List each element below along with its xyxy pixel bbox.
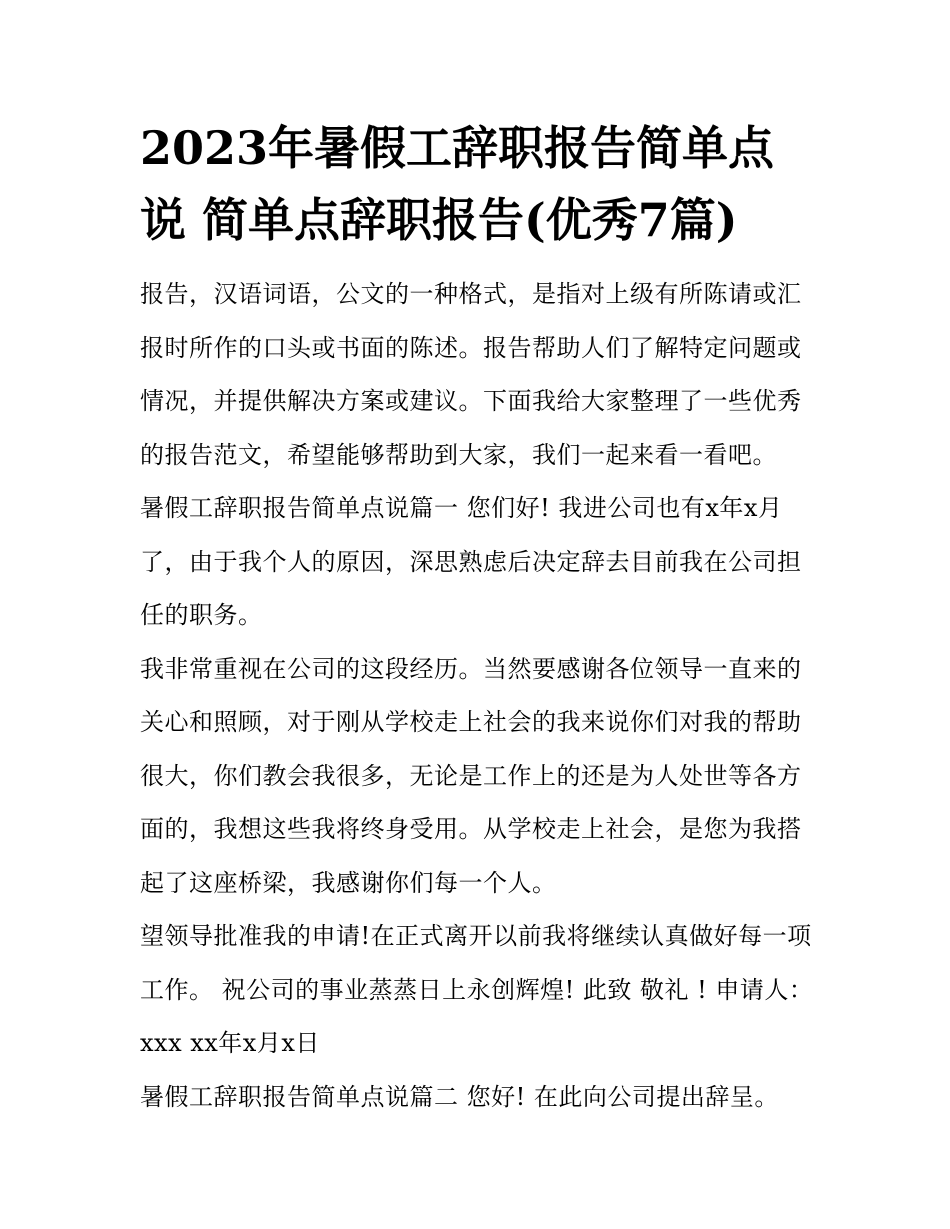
paragraph-chapter-one-opening: 暑假工辞职报告简单点说篇一 您们好! 我进公司也有x年x月了，由于我个人的原因，深思熟虑后决定辞去目前我在公司担任的职务。 <box>140 494 802 629</box>
document-body <box>140 268 816 1124</box>
paragraph-intro: 报告，汉语词语，公文的一种格式，是指对上级有所陈请或汇报时所作的口头或书面的陈述。报告帮助人们了解特定问题或情况，并提供解决方案或建议。下面我给大家整理了一些优秀的报告范文，希望能够帮助到大家，我们一起来看一看吧。 <box>140 280 802 469</box>
paragraph-chapter-two-opening: 暑假工辞职报告简单点说篇二 您好! 在此向公司提出辞呈。 <box>140 1082 779 1111</box>
paragraph-closing-signature: 望领导批准我的申请!在正式离开以前我将继续认真做好每一项工作。 祝公司的事业蒸蒸日上永创辉煌! 此致 敬礼 ! 申请人：xxx xx年x月x日 <box>140 922 814 1057</box>
document-title: 2023年暑假工辞职报告简单点说 简单点辞职报告(优秀7篇) <box>140 121 775 247</box>
paragraph-gratitude: 我非常重视在公司的这段经历。当然要感谢各位领导一直来的关心和照顾，对于刚从学校走上社会的我来说你们对我的帮助很大，你们教会我很多，无论是工作上的还是为人处世等各方面的，我想这些我将终身受用。从学校走上社会，是您为我搭起了这座桥梁，我感谢你们每一个人。 <box>140 654 802 897</box>
